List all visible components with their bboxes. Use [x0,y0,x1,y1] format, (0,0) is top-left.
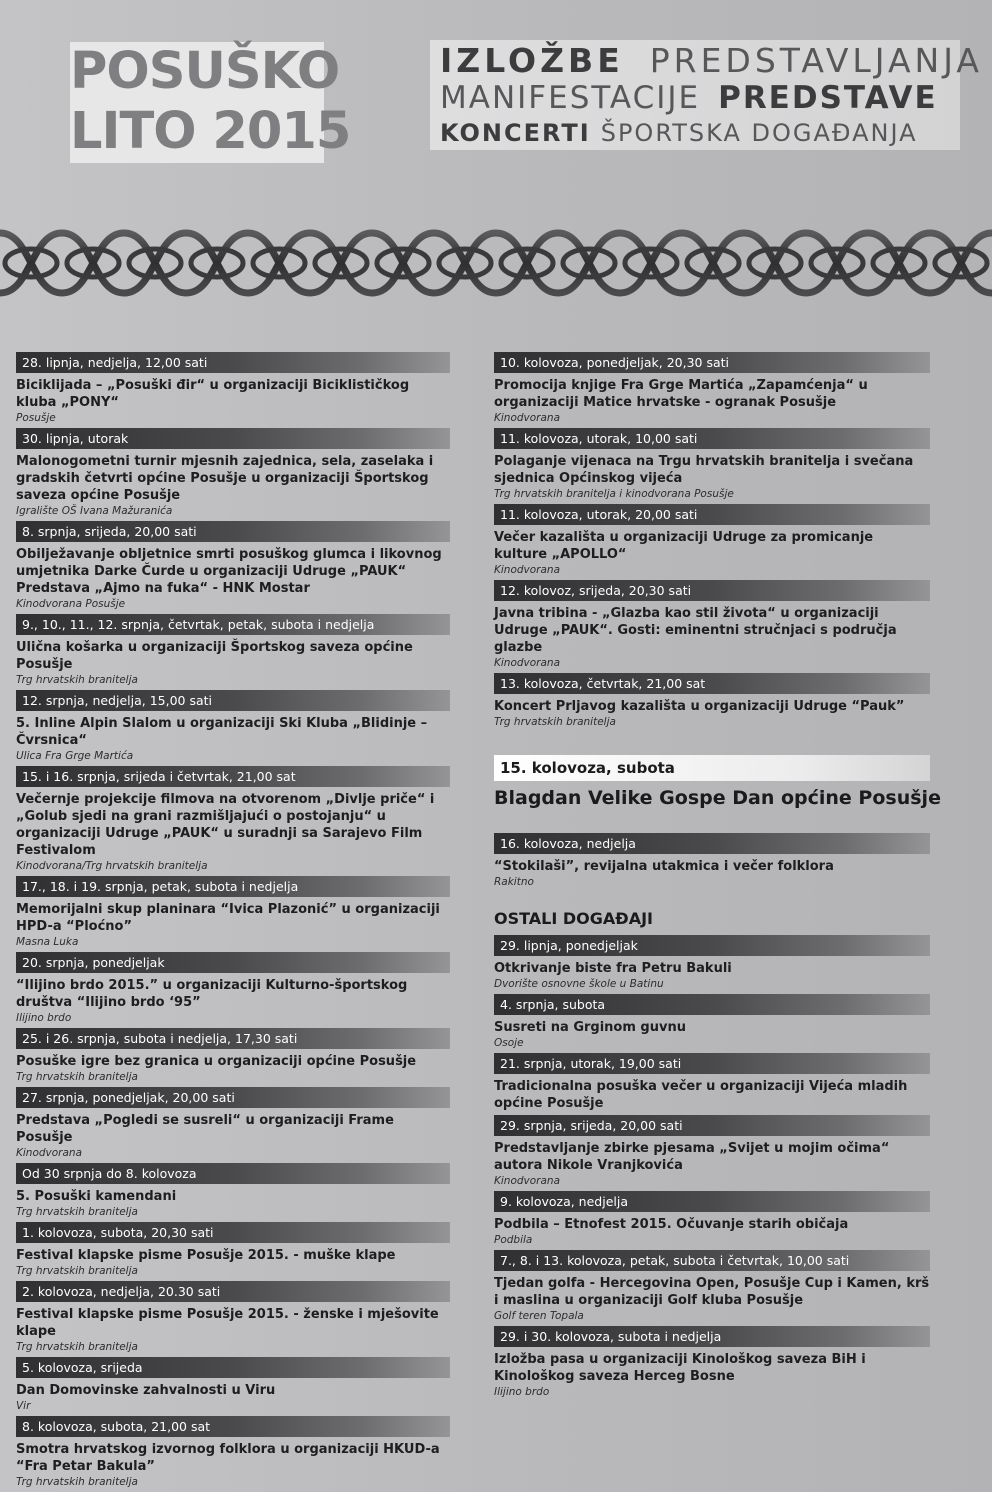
event-location: Trg hrvatskih branitelja [16,674,138,686]
logo-line-2: LITO 2015 [70,102,351,161]
event-date: 20. srpnja, ponedjeljak [16,952,450,973]
category-predstave: PREDSTAVE [718,80,938,116]
event-title: Ulična košarka u organizaciji Športskog saveza općine Posušje [16,640,413,672]
event-entry [494,1053,930,1112]
event-title: Posuške igre bez granica u organizaciji općine Posušje [16,1054,417,1069]
category-manifestacije: MANIFESTACIJE [440,80,701,116]
category-row-2 [440,80,960,116]
event-entry [16,766,450,873]
event-location: Kinodvorana [16,1147,83,1159]
event-title: “Ilijino brdo 2015.” u organizaciji Kulturno-športskog društva “Ilijino brdo ‘95” [16,978,408,1010]
event-date: 7., 8. i 13. kolovoza, petak, subota i četvrtak, 10,00 sati [494,1250,930,1271]
category-koncerti: KONCERTI [440,119,591,147]
event-location: Masna Luka [16,936,79,948]
other-events-heading: OSTALI DOGAĐAJI [494,909,653,928]
event-title: Tradicionalna posuška večer u organizaciji Vijeća mladih općine Posušje [494,1079,908,1111]
event-entry [16,521,450,611]
event-title: Festival klapske pisme Posušje 2015. - muške klape [16,1248,396,1263]
event-title: Izložba pasa u organizaciji Kinološkog saveza BiH i Kinološkog saveza Herceg Bosne [494,1352,866,1384]
event-location: Rakitno [494,876,534,888]
event-location: Ilijino brdo [494,1386,550,1398]
event-entry [494,935,930,991]
event-entry [16,952,450,1025]
event-location: Kinodvorana [494,1175,561,1187]
event-title: 5. Posuški kamendani [16,1189,177,1204]
event-date: 29. i 30. kolovoza, subota i nedjelja [494,1326,930,1347]
schedule-left-column [16,352,450,1492]
event-entry [494,580,930,670]
event-entry [494,352,930,425]
event-title: Večernje projekcije filmova na otvorenom „Divlje priče“ i „Golub sjedi na grani razmišljajući o postojanju“ u organizaciji Udruge „PAUK“ u suradnji sa Sarajevo Film Festivalom [16,792,435,858]
event-title: Festival klapske pisme Posušje 2015. - ženske i mješovite klape [16,1307,439,1339]
event-date: 12. kolovoz, srijeda, 20,30 sati [494,580,930,601]
event-title: Obilježavanje obljetnice smrti posuškog glumca i likovnog umjetnika Darke Čurde u organizaciji Udruge „PAUK“ Predstava „Ajmo na fuka“ - HNK Mostar [16,547,442,596]
event-title: Javna tribina - „Glazba kao stil života“ u organizaciji Udruge „PAUK“. Gosti: eminentni stručnjaci s područja glazbe [494,606,897,655]
logo-line-1: POSUŠKO [70,42,340,101]
event-location: Trg hrvatskih branitelja [16,1206,138,1218]
event-title: Susreti na Grginom guvnu [494,1020,686,1035]
event-entry [494,833,930,889]
event-entry [16,1163,450,1219]
event-entry [16,1357,450,1413]
event-date: 28. lipnja, nedjelja, 12,00 sati [16,352,450,373]
event-location: Trg hrvatskih branitelja [16,1071,138,1083]
event-date: Od 30 srpnja do 8. kolovoza [16,1163,450,1184]
event-entry [16,876,450,949]
event-entry [494,994,930,1050]
event-title: Tjedan golfa - Hercegovina Open, Posušje Cup i Kamen, krš i maslina u organizaciji Golf kluba Posušje [494,1276,930,1308]
ornament-band [0,222,992,304]
category-sportska-dogadanja: ŠPORTSKA DOGAĐANJA [600,119,918,147]
event-entry [494,1191,930,1247]
event-location: Kinodvorana Posušje [16,598,126,610]
event-title: Koncert Prljavog kazališta u organizaciji Udruge “Pauk” [494,699,905,714]
event-title: Podbila – Etnofest 2015. Očuvanje starih običaja [494,1217,849,1232]
category-izlozbe: IZLOŽBE [440,41,624,80]
schedule-right-column [494,352,941,1402]
event-title: Večer kazališta u organizaciji Udruge za promicanje kulture „APOLLO“ [494,530,874,562]
event-entry [16,352,450,425]
event-location: Trg hrvatskih branitelja [16,1265,138,1277]
category-row-3 [440,118,960,148]
event-date: 4. srpnja, subota [494,994,930,1015]
event-location: Golf teren Topala [494,1310,584,1322]
event-entry [16,428,450,518]
event-location: Kinodvorana [494,564,561,576]
event-title: Smotra hrvatskog izvornog folklora u organizaciji HKUD-a “Fra Petar Bakula” [16,1442,440,1474]
event-location: Kinodvorana [494,412,561,424]
event-title: Promocija knjige Fra Grge Martića „Zapamćenja“ u organizaciji Matice hrvatske - ogranak Posušje [494,378,868,410]
event-location: Ilijino brdo [16,1012,72,1024]
event-location: Dvorište osnovne škole u Batinu [494,978,664,990]
event-entry [16,1281,450,1354]
event-location: Kinodvorana [494,657,561,669]
event-entry [16,690,450,763]
event-date: 9., 10., 11., 12. srpnja, četvrtak, petak, subota i nedjelja [16,614,450,635]
event-location: Trg hrvatskih branitelja [16,1476,138,1488]
event-location: Trg hrvatskih branitelja [494,716,616,728]
event-title: Predstava „Pogledi se susreli“ u organizaciji Frame Posušje [16,1113,394,1145]
event-date: 21. srpnja, utorak, 19,00 sati [494,1053,930,1074]
event-date: 12. srpnja, nedjelja, 15,00 sati [16,690,450,711]
event-entry [494,1250,930,1323]
event-entry [494,1115,930,1188]
event-entry [16,1222,450,1278]
event-date: 8. srpnja, srijeda, 20,00 sati [16,521,450,542]
event-entry [494,504,930,577]
event-title: Memorijalni skup planinara “Ivica Plazonić” u organizaciji HPD-a “Ploćno” [16,902,440,934]
event-entry [16,1087,450,1160]
event-date: 8. kolovoza, subota, 21,00 sat [16,1416,450,1437]
event-entry [494,673,930,729]
event-date: 5. kolovoza, srijeda [16,1357,450,1378]
featured-date: 15. kolovoza, subota [494,755,930,781]
event-date: 11. kolovoza, utorak, 10,00 sati [494,428,930,449]
event-date: 29. srpnja, srijeda, 20,00 sati [494,1115,930,1136]
event-title: “Stokilaši”, revijalna utakmica i večer folklora [494,859,834,874]
category-predstavljanja: PREDSTAVLJANJA [649,41,983,80]
event-date: 2. kolovoza, nedjelja, 20.30 sati [16,1281,450,1302]
event-entry [16,1028,450,1084]
event-entry [16,614,450,687]
category-row-1 [440,41,983,80]
logo [70,42,351,163]
event-date: 16. kolovoza, nedjelja [494,833,930,854]
event-title: Predstavljanje zbirke pjesama „Svijet u mojim očima“ autora Nikole Vranjkovića [494,1141,890,1173]
event-date: 13. kolovoza, četvrtak, 21,00 sat [494,673,930,694]
event-title: Malonogometni turnir mjesnih zajednica, sela, zaselaka i gradskih četvrti općine Posušje u organizaciji Športskog saveza općine Posušje [16,454,434,503]
event-location: Trg hrvatskih branitelja i kinodvorana Posušje [494,488,734,500]
event-date: 25. i 26. srpnja, subota i nedjelja, 17,30 sati [16,1028,450,1049]
event-date: 30. lipnja, utorak [16,428,450,449]
event-entry [494,428,930,501]
event-entry [494,1326,930,1399]
event-date: 1. kolovoza, subota, 20,30 sati [16,1222,450,1243]
event-title: Biciklijada – „Posuški đir“ u organizaciji Biciklističkog kluba „PONY“ [16,378,410,410]
event-title: Dan Domovinske zahvalnosti u Viru [16,1383,276,1398]
event-location: Trg hrvatskih branitelja [16,1341,138,1353]
category-header [430,40,983,150]
event-date: 15. i 16. srpnja, srijeda i četvrtak, 21,00 sat [16,766,450,787]
event-date: 29. lipnja, ponedjeljak [494,935,930,956]
event-location: Kinodvorana/Trg hrvatskih branitelja [16,860,208,872]
event-location: Vir [16,1400,31,1412]
event-date: 10. kolovoza, ponedjeljak, 20,30 sati [494,352,930,373]
event-location: Osoje [494,1037,524,1049]
event-title: 5. Inline Alpin Slalom u organizaciji Ski Kluba „Blidinje – Čvrsnica“ [16,716,428,748]
event-entry [16,1416,450,1489]
event-date: 11. kolovoza, utorak, 20,00 sati [494,504,930,525]
event-date: 9. kolovoza, nedjelja [494,1191,930,1212]
event-date: 17., 18. i 19. srpnja, petak, subota i nedjelja [16,876,450,897]
event-location: Ulica Fra Grge Martića [16,750,134,762]
event-location: Podbila [494,1234,533,1246]
event-date: 27. srpnja, ponedjeljak, 20,00 sati [16,1087,450,1108]
featured-title: Blagdan Velike Gospe Dan općine Posušje [494,787,941,809]
event-title: Polaganje vijenaca na Trgu hrvatskih branitelja i svečana sjednica Općinskog vijeća [494,454,914,486]
event-location: Igralište OŠ Ivana Mažuranića [16,505,173,517]
event-title: Otkrivanje biste fra Petru Bakuli [494,961,732,976]
event-location: Posušje [16,412,56,424]
